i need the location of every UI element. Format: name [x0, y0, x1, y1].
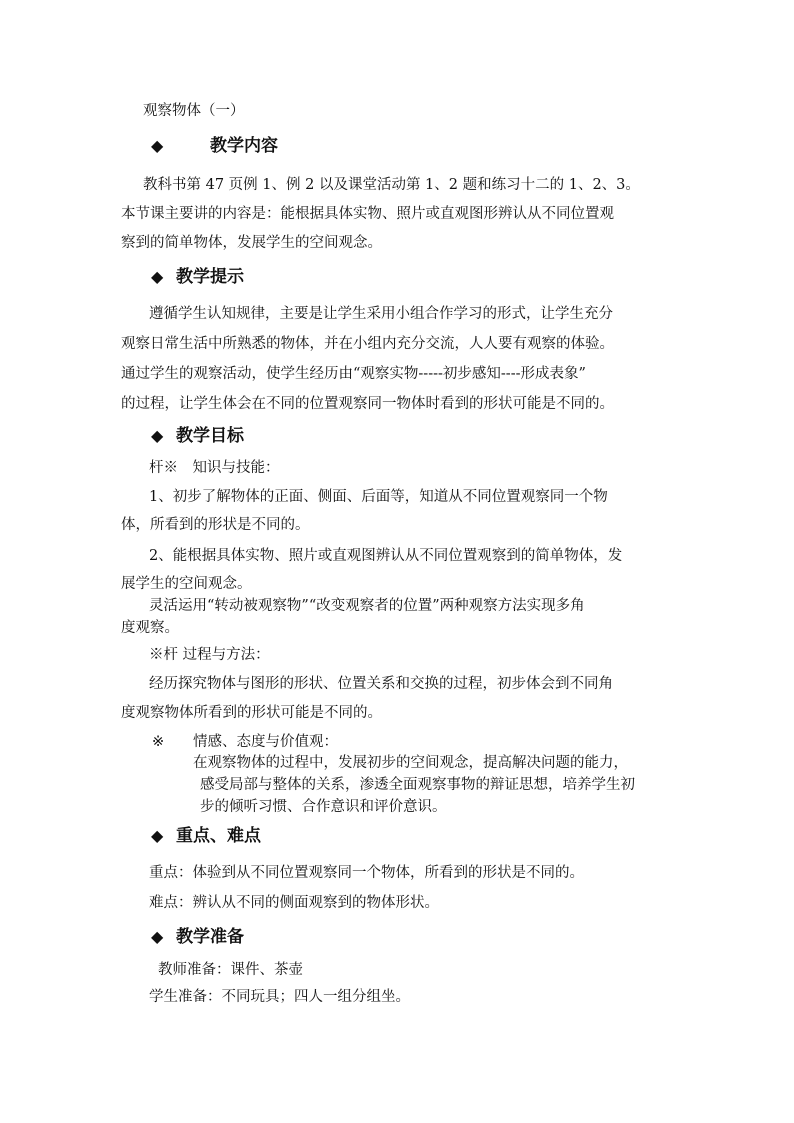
page-title: 观察物体（一）	[143, 103, 245, 119]
goals-knowledge-line: 1、初步了解物体的正面、侧面、后面等，知道从不同位置观察同一个物	[149, 489, 608, 505]
goals-process-label: ※杆 过程与方法：	[149, 647, 270, 663]
goals-emotion-line: 步的倾听习惯、合作意识和评价意识。	[200, 799, 447, 815]
bullet-diamond-icon: ◆	[151, 136, 164, 155]
goals-process-line: 度观察物体所看到的形状可能是不同的。	[121, 705, 382, 721]
bullet-diamond-icon: ◆	[151, 927, 164, 946]
bullet-diamond-icon: ◆	[151, 267, 164, 286]
tips-line: 的过程，让学生体会在不同的位置观察同一物体时看到的形状可能是不同的。	[121, 396, 614, 412]
goals-knowledge-line: 2、能根据具体实物、照片或直观图辨认从不同位置观察到的简单物体，发	[149, 548, 623, 564]
heading-preparation: 教学准备	[176, 927, 244, 947]
difficult-point-line: 难点：辨认从不同的侧面观察到的物体形状。	[149, 895, 439, 911]
goals-knowledge-line: 度观察。	[121, 620, 179, 636]
key-point-line: 重点：体验到从不同位置观察同一个物体，所看到的形状是不同的。	[149, 865, 584, 881]
teacher-preparation: 教师准备：课件、茶壶	[158, 962, 303, 978]
bullet-diamond-icon: ◆	[151, 826, 164, 845]
bullet-diamond-icon: ◆	[151, 426, 164, 445]
heading-content: 教学内容	[210, 136, 278, 156]
tips-line: 遵循学生认知规律，主要是让学生采用小组合作学习的形式，让学生充分	[149, 306, 613, 322]
content-line: 教科书第 47 页例 1、例 2 以及课堂活动第 1、2 题和练习十二的 1、2、3。	[143, 177, 640, 193]
student-preparation: 学生准备：不同玩具；四人一组分组坐。	[149, 989, 410, 1005]
tips-line: 通过学生的观察活动，使学生经历由“观察实物-----初步感知----形成表象”	[121, 366, 586, 382]
heading-key-points: 重点、难点	[176, 826, 261, 846]
heading-tips: 教学提示	[176, 267, 244, 287]
goals-process-line: 经历探究物体与图形的形状、位置关系和交换的过程，初步体会到不同角	[149, 676, 613, 692]
goals-knowledge-label: 杆※ 知识与技能：	[149, 460, 280, 476]
heading-goals: 教学目标	[176, 426, 244, 446]
content-line: 察到的简单物体，发展学生的空间观念。	[121, 235, 382, 251]
goals-knowledge-line: 灵活运用“转动被观察物”“改变观察者的位置”两种观察方法实现多角	[149, 598, 585, 614]
content-line: 本节课主要讲的内容是：能根据具体实物、照片或直观图形辨认从不同位置观	[121, 206, 614, 222]
goals-emotion-line: 在观察物体的过程中，发展初步的空间观念，提高解决问题的能力，	[193, 755, 628, 771]
goals-emotion-label: 情感、态度与价值观：	[193, 734, 338, 750]
goals-knowledge-line: 展学生的空间观念。	[121, 576, 252, 592]
goals-emotion-mark: ※	[152, 734, 165, 750]
tips-line: 观察日常生活中所熟悉的物体，并在小组内充分交流，人人要有观察的体验。	[121, 336, 614, 352]
goals-knowledge-line: 体，所看到的形状是不同的。	[121, 517, 310, 533]
goals-emotion-line: 感受局部与整体的关系，渗透全面观察事物的辩证思想，培养学生初	[200, 777, 635, 793]
